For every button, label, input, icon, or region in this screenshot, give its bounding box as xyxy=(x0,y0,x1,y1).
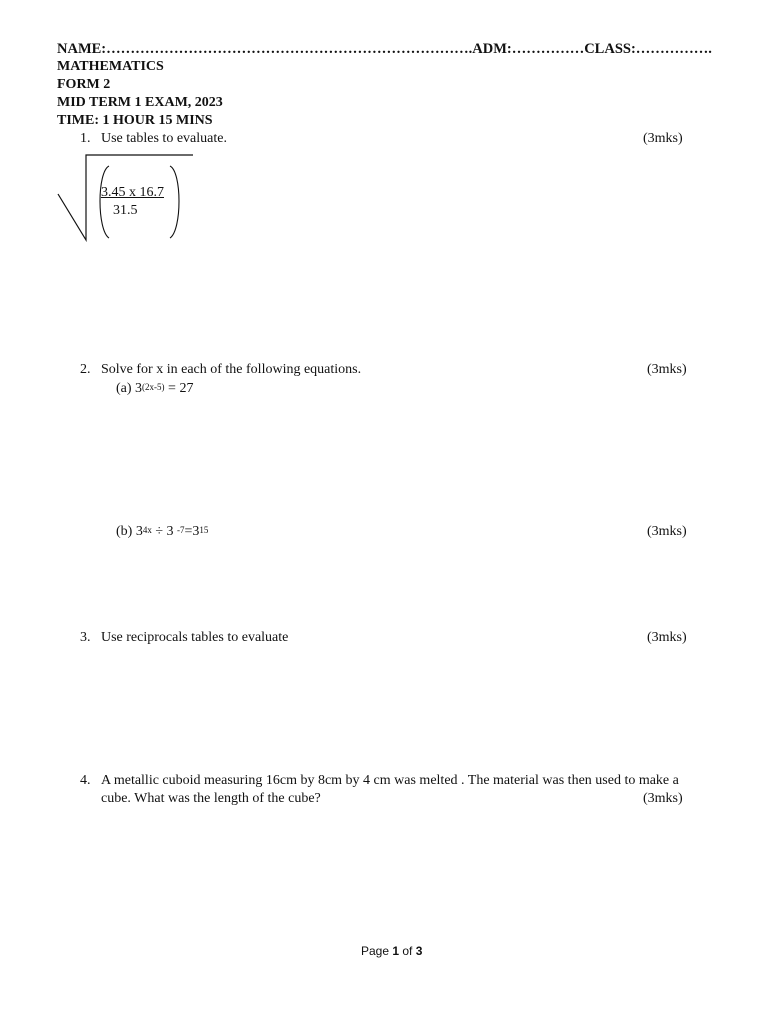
question-text: Solve for x in each of the following equations. xyxy=(101,362,362,377)
fraction-numerator: 3.45 x 16.7 xyxy=(101,185,164,200)
fraction-denominator: 31.5 xyxy=(113,203,138,218)
equation-equals: =3 xyxy=(184,524,200,539)
question-number: 1. xyxy=(80,131,91,146)
question-number: 4. xyxy=(80,773,91,788)
part-a-equation xyxy=(116,381,193,397)
question-text: Use reciprocals tables to evaluate xyxy=(101,630,289,645)
page-of: of xyxy=(399,944,416,958)
question-number: 2. xyxy=(80,362,91,377)
question-text-line-2: cube. What was the length of the cube? xyxy=(101,791,321,806)
equation-divide: ÷ 3 xyxy=(151,524,178,539)
marks-label: (3mks) xyxy=(643,791,683,806)
part-label: (b) xyxy=(116,524,133,539)
page-total: 3 xyxy=(415,944,423,958)
marks-label: (3mks) xyxy=(647,362,687,377)
part-b-equation xyxy=(116,524,208,540)
subject-title: MATHEMATICS xyxy=(57,59,164,74)
question-text: Use tables to evaluate. xyxy=(101,131,227,146)
equation-base: 3 xyxy=(135,381,143,396)
equation-exponent: -7 xyxy=(177,525,185,535)
question-number: 3. xyxy=(80,630,91,645)
question-text-line-1: A metallic cuboid measuring 16cm by 8cm by 4 cm was melted . The material was then used to make a xyxy=(101,773,679,788)
marks-label: (3mks) xyxy=(647,524,687,539)
page-prefix: Page xyxy=(361,944,393,958)
exam-title: MID TERM 1 EXAM, 2023 xyxy=(57,95,223,110)
part-label: (a) xyxy=(116,381,132,396)
equation-exponent: (2x-5) xyxy=(142,382,165,392)
page-current: 1 xyxy=(392,944,400,958)
equation-rest: = 27 xyxy=(164,381,194,396)
marks-label: (3mks) xyxy=(647,630,687,645)
page-number xyxy=(361,944,422,958)
form-label: FORM 2 xyxy=(57,77,111,92)
marks-label: (3mks) xyxy=(643,131,683,146)
time-label: TIME: 1 HOUR 15 MINS xyxy=(57,113,213,128)
equation-exponent: 4x xyxy=(142,525,152,535)
name-adm-class-line: NAME:………………………………………………………………….ADM:……………CLASS:……………. xyxy=(57,41,712,57)
equation-exponent: 15 xyxy=(199,525,209,535)
equation-base: 3 xyxy=(135,524,143,539)
